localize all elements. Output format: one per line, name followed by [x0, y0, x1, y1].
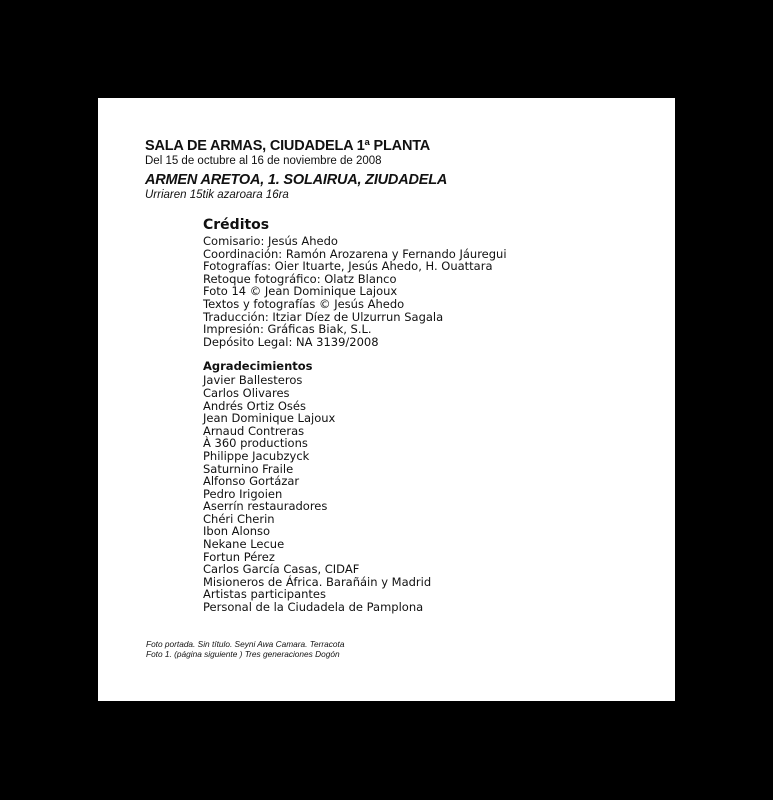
thanks-name: Nekane Lecue — [203, 537, 285, 552]
thanks-name: Andrés Ortiz Osés — [203, 398, 306, 413]
credit-line: Retoque fotográfico: Olatz Blanco — [203, 271, 397, 286]
thanks-name: Chéri Cherin — [203, 511, 275, 526]
credit-line: Foto 14 © Jean Dominique Lajoux — [203, 284, 398, 299]
thanks-name: Saturnino Fraile — [203, 461, 294, 476]
document-page — [98, 98, 675, 701]
cover-photo-caption: Foto portada. Sin título. Seyni Awa Camara. Terracota — [146, 639, 345, 649]
credits-title: Créditos — [203, 217, 270, 233]
venue-title-eu: ARMEN ARETOA, 1. SOLAIRUA, ZIUDADELA — [145, 172, 448, 188]
dates-es: Del 15 de octubre al 16 de noviembre de 2008 — [145, 155, 382, 167]
exhibition-header — [145, 138, 447, 202]
thanks-name: Alfonso Gortázar — [203, 474, 300, 489]
thanks-name: Artistas participantes — [203, 587, 327, 602]
credit-line: Comisario: Jesús Ahedo — [203, 234, 338, 248]
thanks-name: Carlos García Casas, CIDAF — [203, 562, 360, 577]
thanks-name: Misioneros de África. Barañáin y Madrid — [203, 574, 432, 589]
thanks-title: Agradecimientos — [203, 359, 313, 374]
credit-line: Textos y fotografías © Jesús Ahedo — [203, 296, 405, 311]
venue-title-es: SALA DE ARMAS, CIUDADELA 1ª PLANTA — [145, 138, 431, 154]
credit-line: Coordinación: Ramón Arozarena y Fernando Jáuregui — [203, 246, 507, 261]
thanks-name: Philippe Jacubzyck — [203, 448, 310, 463]
credit-line: Impresión: Gráficas Biak, S.L. — [203, 322, 372, 337]
credits-section — [203, 216, 507, 614]
thanks-name: Jean Dominique Lajoux — [203, 411, 336, 426]
thanks-name: Personal de la Ciudadela de Pamplona — [203, 600, 424, 615]
dates-eu: Urriaren 15tik azaroara 16ra — [145, 189, 289, 201]
thanks-name: Pedro Irigoien — [203, 486, 283, 501]
credit-line: Depósito Legal: NA 3139/2008 — [203, 334, 379, 349]
credit-line: Fotografías: Oier Ituarte, Jesús Ahedo, H. Ouattara — [203, 259, 493, 274]
thanks-name: Aserrín restauradores — [203, 499, 328, 514]
thanks-name: Ibon Alonso — [203, 524, 271, 539]
thanks-name: Fortun Pérez — [203, 549, 275, 564]
thanks-name: Javier Ballesteros — [203, 373, 303, 388]
thanks-name: Arnaud Contreras — [203, 423, 305, 438]
thanks-name: À 360 productions — [203, 436, 308, 451]
thanks-name: Carlos Olivares — [203, 385, 290, 400]
photo-1-caption: Foto 1. (página siguiente ) Tres generaciones Dogón — [146, 649, 340, 659]
photo-captions — [146, 639, 344, 659]
credit-line: Traducción: Itziar Díez de Ulzurrun Sagala — [203, 309, 444, 324]
